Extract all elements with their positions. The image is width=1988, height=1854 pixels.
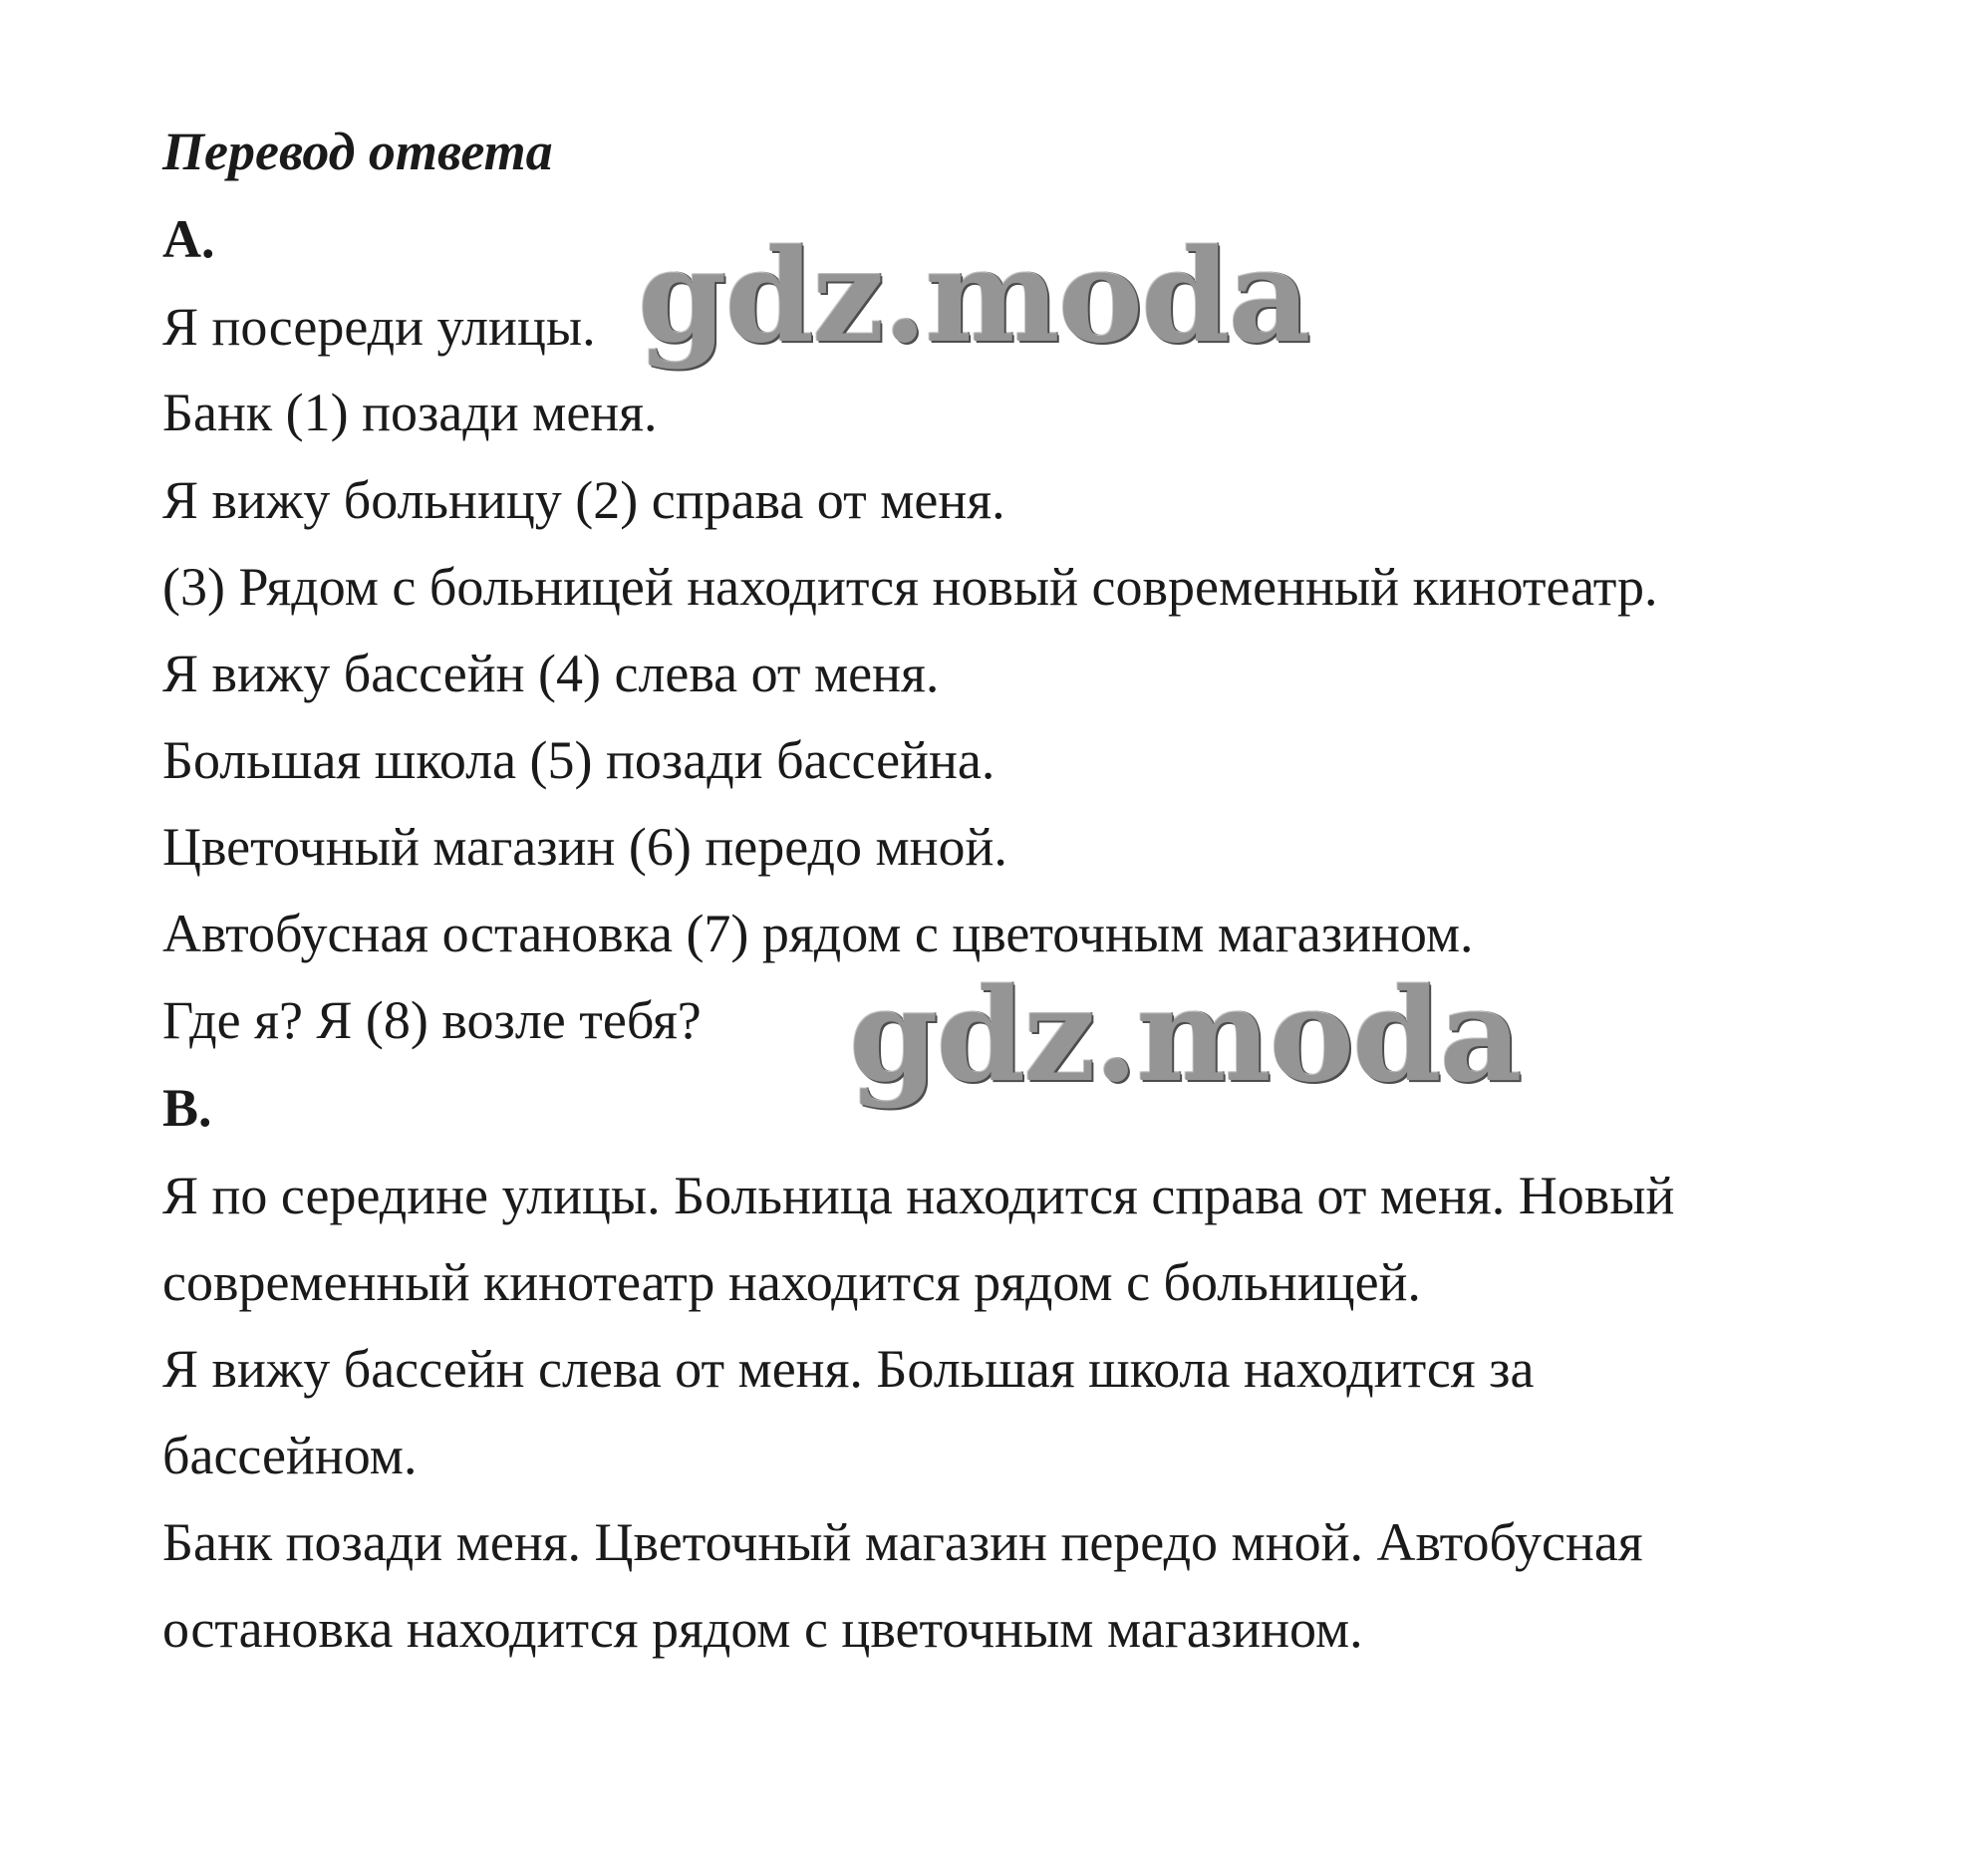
section-b-line-6: остановка находится рядом с цветочным магазином. [162,1599,1363,1659]
section-a-label: A. [162,209,215,269]
section-a-line-8: Автобусная остановка (7) рядом с цветочным магазином. [162,904,1474,963]
section-a-line-6: Большая школа (5) позади бассейна. [162,730,995,790]
section-a-line-4: (3) Рядом с больницей находится новый современный кинотеатр. [162,557,1658,617]
page-title: Перевод ответа [162,122,553,181]
section-a-line-1: Я посереди улицы. [162,297,596,357]
section-a-line-5: Я вижу бассейн (4) слева от меня. [162,644,940,703]
section-b-line-4: бассейном. [162,1426,418,1485]
section-b-line-1: Я по середине улицы. Больница находится справа от меня. Новый [162,1166,1675,1225]
section-b-label: B. [162,1078,212,1138]
section-b-line-3: Я вижу бассейн слева от меня. Большая школа находится за [162,1339,1535,1399]
section-a-line-7: Цветочный магазин (6) передо мной. [162,817,1007,877]
section-b-line-2: современный кинотеатр находится рядом с больницей. [162,1252,1421,1312]
section-a-line-9: Где я? Я (8) возле тебя? [162,990,702,1050]
section-a-line-3: Я вижу больницу (2) справа от меня. [162,470,1005,530]
section-a-line-2: Банк (1) позади меня. [162,383,658,442]
watermark-top: gdz.moda [638,222,1309,372]
section-b-line-5: Банк позади меня. Цветочный магазин передо мной. Автобусная [162,1512,1643,1572]
watermark-bottom: gdz.moda [849,961,1521,1111]
